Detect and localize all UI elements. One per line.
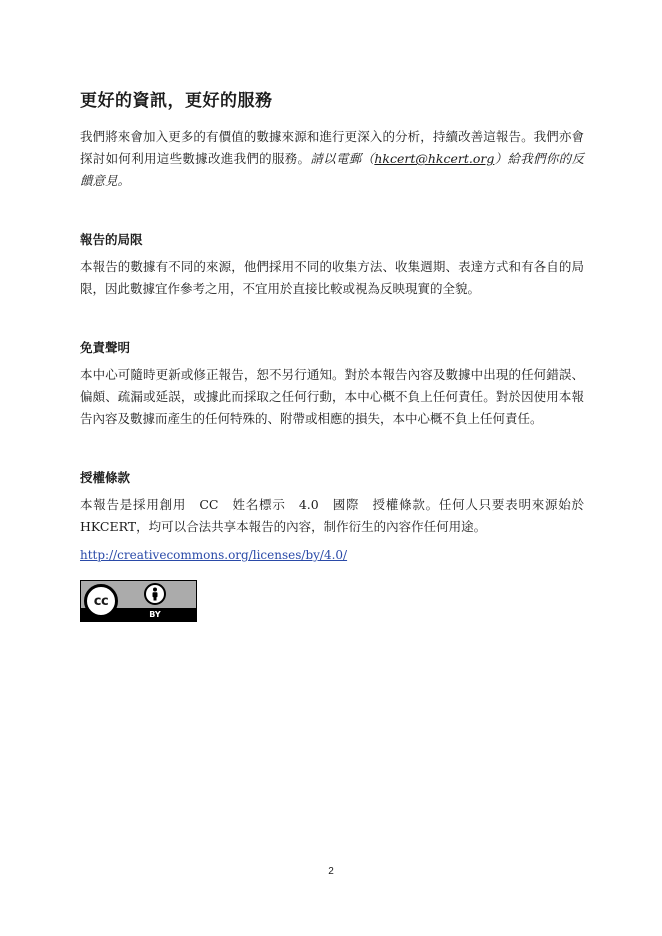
license-url-link[interactable]: http://creativecommons.org/licenses/by/4.0/ [80, 548, 348, 562]
page-title: 更好的資訊，更好的服務 [80, 91, 273, 111]
creative-commons-icon [84, 584, 118, 618]
intro-body-text: 我們將來會加入更多的有價值的數據來源和進行更深入的分析，持續改善這報告。我們亦會探討如何利用這些數據改進我們的服務。 [80, 129, 584, 166]
disclaimer-heading: 免責聲明 [80, 340, 131, 355]
intro-section [80, 90, 584, 192]
page-content [80, 90, 584, 622]
feedback-prefix: 請以電郵（ [310, 151, 375, 166]
limits-heading: 報告的局限 [80, 232, 143, 247]
email-link[interactable]: hkcert@hkcert.org [374, 151, 495, 166]
license-paragraph: 本報告是採用創用 CC 姓名標示 4.0 國際 授權條款。任何人只要表明來源始於HKCERT，均可以合法共享本報告的內容，制作衍生的內容作任何用途。 [80, 497, 584, 534]
disclaimer-paragraph: 本中心可隨時更新或修正報告，恕不另行通知。對於本報告內容及數據中出現的任何錯誤、偏頗、疏漏或延誤，或據此而採取之任何行動，本中心概不負上任何責任。對於因使用本報告內容及數據而產生的任何特殊的、附帶或相應的損失，本中心概不負上任何責任。 [80, 367, 584, 426]
license-section [80, 468, 584, 622]
cc-badge-text: cc [93, 593, 109, 609]
intro-paragraph [80, 126, 584, 192]
limits-paragraph: 本報告的數據有不同的來源，他們採用不同的收集方法、收集週期、表達方式和有各自的局限，因此數據宜作參考之用，不宜用於直接比較或視為反映現實的全貌。 [80, 259, 584, 296]
page-number: 2 [328, 866, 334, 877]
by-badge-text: BY [149, 610, 161, 619]
feedback-suffix: ）給我們你的反饋意見。 [80, 151, 584, 188]
limits-section [80, 230, 584, 300]
cc-by-license-badge[interactable] [80, 580, 197, 622]
disclaimer-section [80, 338, 584, 430]
attribution-person-icon [144, 583, 166, 605]
license-heading: 授權條款 [80, 470, 131, 485]
